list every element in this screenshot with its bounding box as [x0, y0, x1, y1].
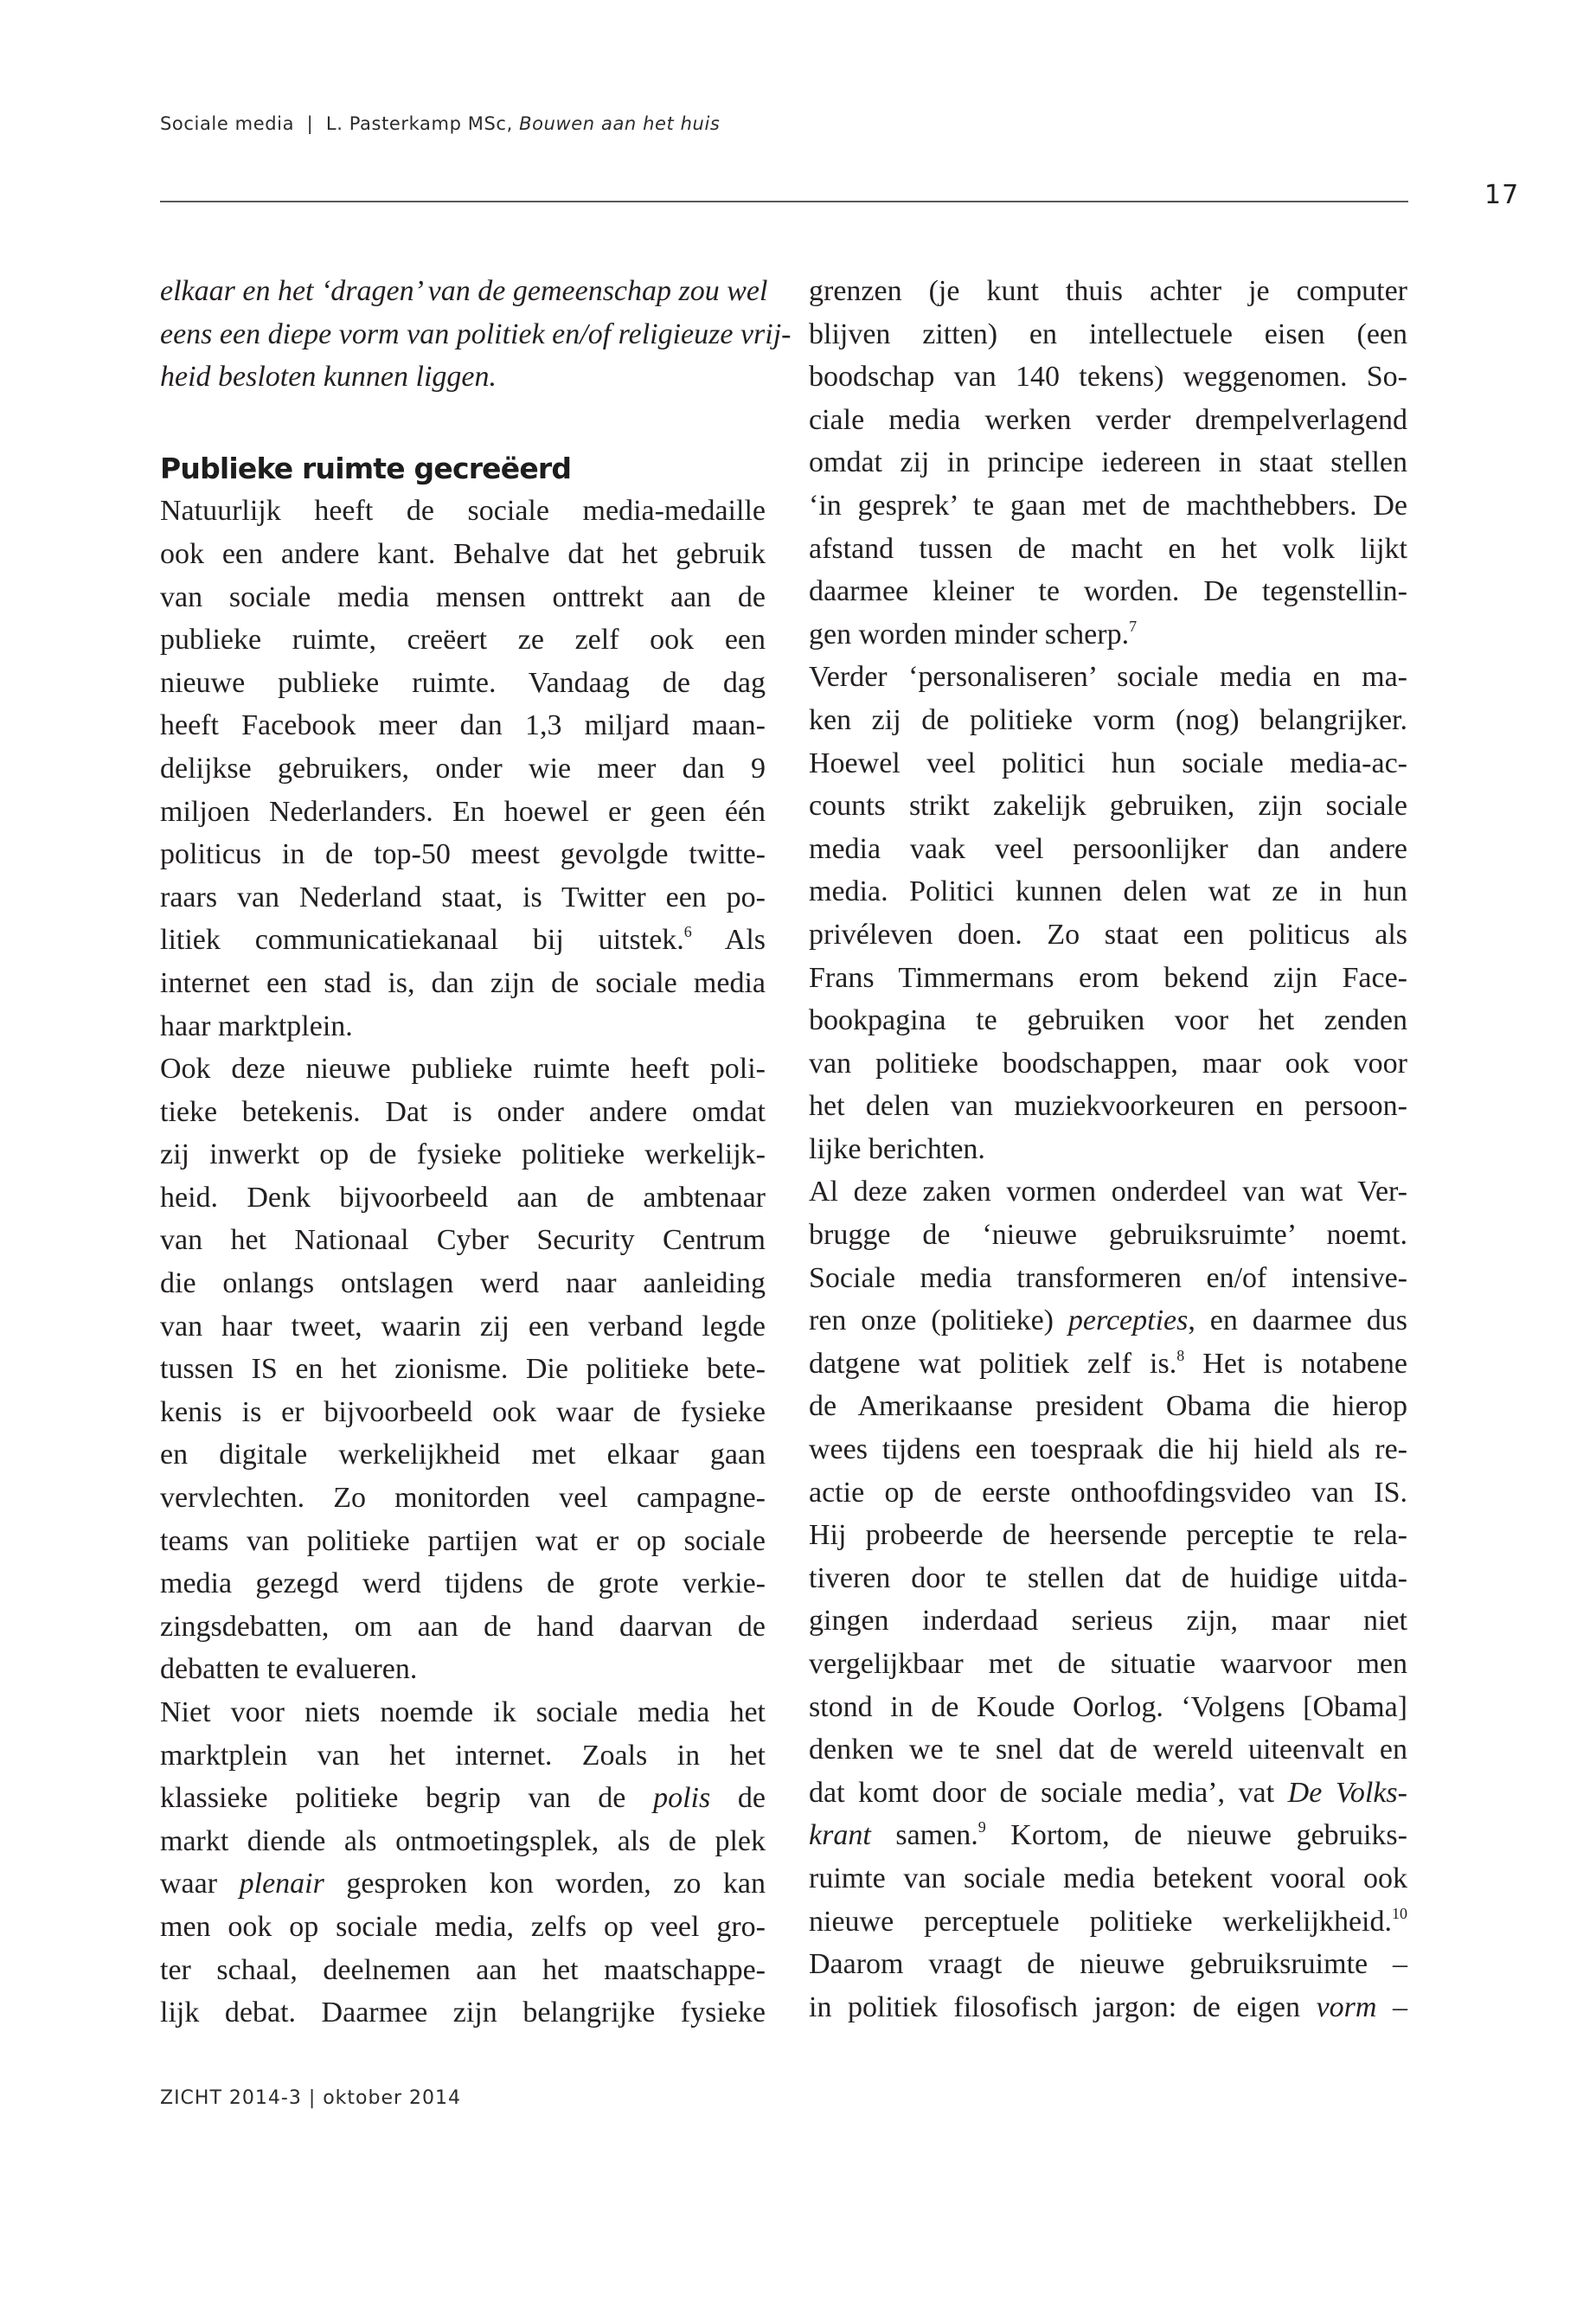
text-line: van haar tweet, waarin zij een verband legde: [160, 1310, 766, 1343]
text-line: dat komt door de sociale media’, vat De Volks-: [809, 1776, 1407, 1809]
text-line: lijk debat. Daarmee zijn belangrijke fysieke: [160, 1997, 766, 2029]
left-column: [160, 270, 792, 2035]
text-line: van het Nationaal Cyber Security Centrum: [160, 1224, 766, 1257]
text-line: blijven zitten) en intellectuele eisen (een: [809, 317, 1407, 350]
text-line: het delen van muziekvoorkeuren en persoon-: [809, 1090, 1407, 1123]
text-line: debatten te evalueren.: [160, 1653, 418, 1686]
text-line: Daarom vraagt de nieuwe gebruiksruimte –: [809, 1948, 1407, 1981]
text-line: ren onze (politieke) percepties, en daarmee dus: [809, 1304, 1407, 1337]
text-line: gen worden minder scherp.$^7$: [809, 617, 1138, 651]
text-line: ciale media werken verder drempelverlagend: [809, 403, 1407, 436]
text-line: boodschap van 140 tekens) weggenomen. So-: [809, 361, 1407, 394]
text-line: Hij probeerde de heersende perceptie te rela-: [809, 1519, 1407, 1552]
footnote-ref: 6: [683, 923, 692, 941]
text-line: zij inwerkt op de fysieke politieke werkelijk-: [160, 1138, 766, 1171]
header-section: Sociale media: [160, 113, 295, 134]
text-line: politicus in de top-50 meest gevolgde twitte-: [160, 838, 766, 871]
text-line: markt diende als ontmoetingsplek, als de plek: [160, 1824, 766, 1857]
text-line: in politiek filosofisch jargon: de eigen vorm –: [809, 1990, 1407, 2023]
left-body-text: [160, 490, 766, 2034]
header-separator: |: [306, 113, 314, 134]
intro-italic-paragraph: [160, 270, 792, 399]
text-line: denken we te snel dat de wereld uiteenvalt en: [809, 1734, 1407, 1766]
text-line: tiveren door te stellen dat de huidige uitda-: [809, 1561, 1407, 1594]
text-line: grenzen (je kunt thuis achter je computer: [809, 275, 1407, 307]
italic-text: krant: [809, 1819, 871, 1852]
text-line: internet een stad is, dan zijn de sociale media: [160, 966, 766, 999]
text-line: omdat zij in principe iedereen in staat stellen: [809, 446, 1407, 479]
text-line: nieuwe publieke ruimte. Vandaag de dag: [160, 666, 766, 699]
footnote-ref: 9: [977, 1818, 986, 1836]
italic-text: De Volks-: [1287, 1776, 1407, 1809]
text-line: tussen IS en het zionisme. Die politieke bete-: [160, 1353, 766, 1386]
text-line: privéleven doen. Zo staat een politicus als: [809, 918, 1407, 951]
page-number: 17: [1484, 180, 1520, 210]
text-line: klassieke politieke begrip van de polis de: [160, 1782, 766, 1815]
text-line: en digitale werkelijkheid met elkaar gaan: [160, 1439, 766, 1471]
text-line: litiek communicatiekanaal bij uitstek.$^6$ Als: [160, 923, 766, 957]
italic-text: percepties: [1067, 1304, 1189, 1337]
text-line: nieuwe perceptuele politieke werkelijkheid.$^{10}$: [809, 1904, 1407, 1938]
text-line: heid. Denk bijvoorbeeld aan de ambtenaar: [160, 1181, 766, 1214]
footer-issue-info: ZICHT 2014-3 | oktober 2014: [160, 2087, 462, 2109]
italic-line: elkaar en het ‘dragen’ van de gemeenschap zou wel: [160, 275, 768, 307]
text-line: tieke betekenis. Dat is onder andere omdat: [160, 1095, 766, 1128]
running-header: [160, 113, 720, 134]
text-line: heeft Facebook meer dan 1,3 miljard maan-: [160, 709, 766, 742]
header-article-title: Bouwen aan het huis: [519, 113, 721, 134]
text-line: zingsdebatten, om aan de hand daarvan de: [160, 1610, 766, 1643]
text-line: Sociale media transformeren en/of intensive-: [809, 1261, 1407, 1294]
text-line: ‘in gesprek’ te gaan met de machthebbers. De: [809, 489, 1407, 522]
italic-line: heid besloten kunnen liggen.: [160, 361, 497, 394]
text-line: afstand tussen de macht en het volk lijkt: [809, 532, 1407, 565]
text-line: die onlangs ontslagen werd naar aanleiding: [160, 1267, 766, 1300]
text-line: datgene wat politiek zelf is.$^8$ Het is notabene: [809, 1346, 1407, 1380]
text-line: gingen inderdaad serieus zijn, maar niet: [809, 1605, 1407, 1638]
text-line: Verder ‘personaliseren’ sociale media en ma-: [809, 661, 1407, 694]
text-line: ter schaal, deelnemen aan het maatschappe-: [160, 1953, 766, 1986]
text-line: publieke ruimte, creëert ze zelf ook een: [160, 624, 766, 657]
text-line: counts strikt zakelijk gebruiken, zijn sociale: [809, 790, 1407, 823]
text-line: Frans Timmermans erom bekend zijn Face-: [809, 961, 1407, 994]
text-line: ook een andere kant. Behalve dat het gebruik: [160, 537, 766, 570]
footnote-ref: 7: [1129, 617, 1138, 635]
header-author: L. Pasterkamp MSc,: [325, 113, 513, 134]
text-line: bookpagina te gebruiken voor het zenden: [809, 1004, 1407, 1037]
text-line: van politieke boodschappen, maar ook voor: [809, 1047, 1407, 1080]
text-line: ruimte van sociale media betekent vooral ook: [809, 1862, 1407, 1894]
right-column: [809, 270, 1407, 2029]
text-line: Natuurlijk heeft de sociale media-medaille: [160, 495, 766, 528]
text-line: Niet voor niets noemde ik sociale media het: [160, 1696, 766, 1728]
text-line: men ook op sociale media, zelfs op veel gro-: [160, 1910, 766, 1943]
text-line: kenis is er bijvoorbeeld ook waar de fysieke: [160, 1395, 766, 1428]
text-line: miljoen Nederlanders. En hoewel er geen één: [160, 795, 766, 828]
text-line: media. Politici kunnen delen wat ze in hun: [809, 875, 1407, 908]
text-line: delijkse gebruikers, onder wie meer dan 9: [160, 752, 766, 785]
text-line: ken zij de politieke vorm (nog) belangrijker.: [809, 703, 1407, 736]
italic-text: polis: [653, 1782, 711, 1815]
text-line: vergelijkbaar met de situatie waarvoor men: [809, 1648, 1407, 1680]
text-line: krant samen.$^9$ Kortom, de nieuwe gebruiks-: [809, 1818, 1407, 1852]
italic-text: plenair: [239, 1868, 324, 1900]
header-rule: [160, 201, 1408, 202]
italic-text: vorm: [1316, 1990, 1377, 2023]
footnote-ref: 8: [1176, 1346, 1185, 1364]
text-line: media vaak veel persoonlijker dan andere: [809, 832, 1407, 865]
text-line: media gezegd werd tijdens de grote verkie-: [160, 1567, 766, 1600]
text-line: de Amerikaanse president Obama die hierop: [809, 1390, 1407, 1423]
right-body-text: [809, 270, 1407, 2029]
text-line: waar plenair gesproken kon worden, zo kan: [160, 1868, 766, 1900]
text-line: daarmee kleiner te worden. De tegenstellin-: [809, 575, 1407, 608]
text-line: marktplein van het internet. Zoals in het: [160, 1739, 766, 1772]
text-line: Ook deze nieuwe publieke ruimte heeft poli-: [160, 1053, 766, 1086]
text-line: haar marktplein.: [160, 1009, 353, 1042]
text-line: brugge de ‘nieuwe gebruiksruimte’ noemt.: [809, 1219, 1407, 1252]
text-line: raars van Nederland staat, is Twitter een po-: [160, 881, 766, 913]
text-line: wees tijdens een toespraak die hij hield als re-: [809, 1433, 1407, 1466]
text-line: actie op de eerste onthoofdingsvideo van IS.: [809, 1476, 1407, 1509]
text-line: stond in de Koude Oorlog. ‘Volgens [Obama]: [809, 1690, 1407, 1723]
text-line: Al deze zaken vormen onderdeel van wat Ver-: [809, 1176, 1407, 1208]
footnote-ref: 10: [1392, 1904, 1407, 1922]
text-line: Hoewel veel politici hun sociale media-ac-: [809, 747, 1407, 779]
text-line: vervlechten. Zo monitorden veel campagne-: [160, 1482, 766, 1515]
section-heading: Publieke ruimte gecreëerd: [160, 451, 572, 485]
text-line: van sociale media mensen onttrekt aan de: [160, 580, 766, 613]
text-line: teams van politieke partijen wat er op sociale: [160, 1524, 766, 1557]
text-line: lijke berichten.: [809, 1132, 985, 1165]
italic-line: eens een diepe vorm van politiek en/of religieuze vrij-: [160, 317, 792, 350]
